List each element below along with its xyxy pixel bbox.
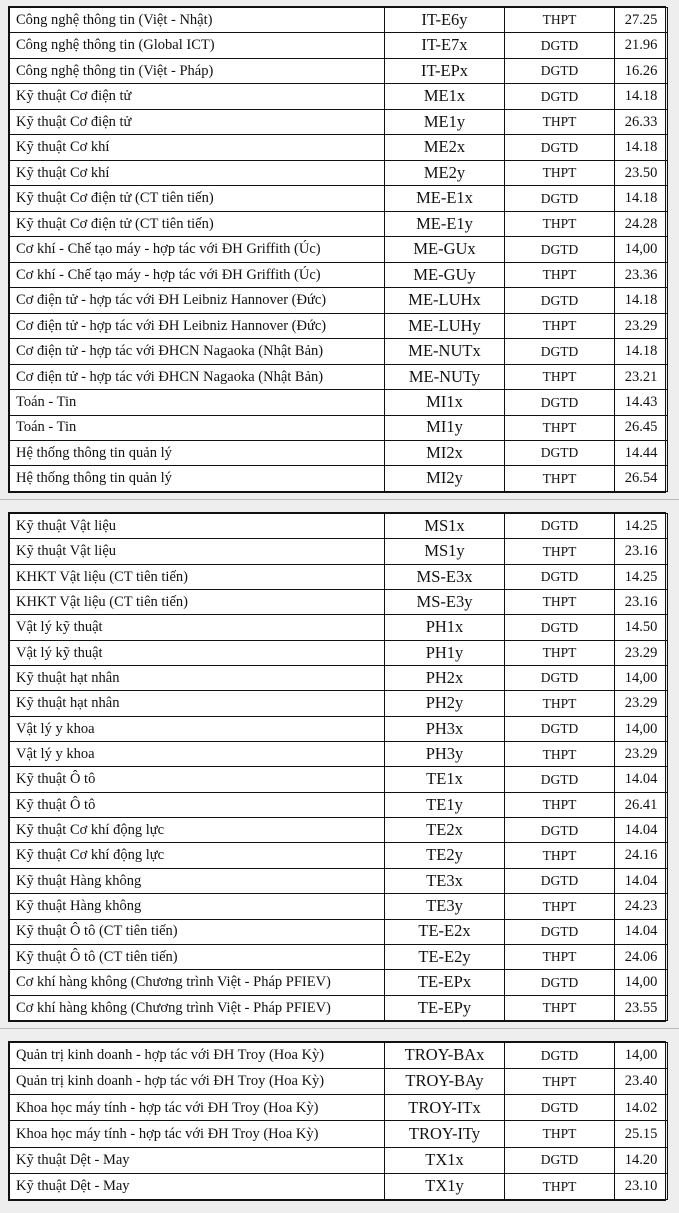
table-row [10,186,668,211]
table-row [10,514,668,539]
program-code: PH1y [385,640,505,665]
exam-type: DGTD [505,1043,615,1069]
table-row [10,109,668,134]
exam-type: THPT [505,539,615,564]
program-code: TROY-ITx [385,1095,505,1121]
program-code: ME-NUTx [385,339,505,364]
program-name: Kỹ thuật Cơ khí [10,160,385,185]
program-code: TE3x [385,868,505,893]
exam-type: THPT [505,894,615,919]
table-row [10,1043,668,1069]
score-table [9,513,668,1021]
cutoff-score: 23.36 [615,262,668,287]
program-code: TROY-ITy [385,1121,505,1147]
cutoff-score: 23.29 [615,640,668,665]
program-code: ME-E1y [385,211,505,236]
table-row [10,84,668,109]
exam-type: THPT [505,995,615,1020]
program-name: Kỹ thuật Ô tô [10,792,385,817]
exam-type: DGTD [505,615,615,640]
table-row [10,262,668,287]
exam-type: DGTD [505,84,615,109]
table-row [10,564,668,589]
table-row [10,440,668,465]
exam-type: DGTD [505,818,615,843]
exam-type: DGTD [505,970,615,995]
table-row [10,390,668,415]
exam-type: THPT [505,944,615,969]
cutoff-score: 14.18 [615,339,668,364]
program-name: Kỹ thuật Dệt - May [10,1147,385,1173]
table-row [10,818,668,843]
program-code: PH2x [385,666,505,691]
program-name: Kỹ thuật Ô tô (CT tiên tiến) [10,944,385,969]
cutoff-score: 14,00 [615,666,668,691]
program-code: ME-GUy [385,262,505,287]
table-row [10,944,668,969]
cutoff-score: 14.18 [615,186,668,211]
program-name: Kỹ thuật Cơ khí động lực [10,818,385,843]
exam-type: THPT [505,1173,615,1199]
program-code: ME-GUx [385,237,505,262]
program-name: Cơ khí hàng không (Chương trình Việt - Pháp PFIEV) [10,995,385,1020]
program-code: MS-E3y [385,590,505,615]
cutoff-score: 23.29 [615,313,668,338]
table-row [10,868,668,893]
program-name: Cơ điện tử - hợp tác với ĐH Leibniz Hannover (Đức) [10,288,385,313]
cutoff-score: 24.16 [615,843,668,868]
program-code: TE1x [385,767,505,792]
table-row [10,894,668,919]
exam-type: THPT [505,8,615,33]
cutoff-score: 14.18 [615,288,668,313]
exam-type: DGTD [505,868,615,893]
program-name: Kỹ thuật Ô tô (CT tiên tiến) [10,919,385,944]
score-table-1 [8,6,666,493]
cutoff-score: 14.04 [615,919,668,944]
table-row [10,415,668,440]
program-name: Kỹ thuật Hàng không [10,894,385,919]
exam-type: THPT [505,415,615,440]
cutoff-score: 23.29 [615,742,668,767]
program-name: Kỹ thuật Dệt - May [10,1173,385,1199]
table-row [10,995,668,1020]
program-code: IT-EPx [385,58,505,83]
cutoff-score: 14,00 [615,1043,668,1069]
score-table-2 [8,512,666,1022]
exam-type: THPT [505,640,615,665]
cutoff-score: 26.41 [615,792,668,817]
cutoff-score: 14.02 [615,1095,668,1121]
cutoff-score: 26.54 [615,466,668,492]
exam-type: DGTD [505,135,615,160]
program-name: Cơ điện tử - hợp tác với ĐHCN Nagaoka (Nhật Bản) [10,364,385,389]
program-code: MS1y [385,539,505,564]
table-row [10,339,668,364]
cutoff-score: 14.04 [615,818,668,843]
table-row [10,970,668,995]
exam-type: DGTD [505,440,615,465]
exam-type: THPT [505,1069,615,1095]
table-row [10,742,668,767]
program-code: PH3x [385,716,505,741]
program-code: TE-E2y [385,944,505,969]
program-name: Kỹ thuật Cơ điện tử [10,109,385,134]
exam-type: THPT [505,843,615,868]
exam-type: THPT [505,590,615,615]
exam-type: DGTD [505,716,615,741]
exam-type: DGTD [505,514,615,539]
exam-type: THPT [505,313,615,338]
cutoff-score: 23.40 [615,1069,668,1095]
exam-type: DGTD [505,58,615,83]
program-name: Toán - Tin [10,415,385,440]
program-code: MS-E3x [385,564,505,589]
exam-type: DGTD [505,390,615,415]
exam-type: THPT [505,109,615,134]
table-row [10,919,668,944]
program-code: IT-E6y [385,8,505,33]
program-name: Vật lý kỹ thuật [10,615,385,640]
exam-type: DGTD [505,564,615,589]
program-name: Cơ khí hàng không (Chương trình Việt - Pháp PFIEV) [10,970,385,995]
table-row [10,58,668,83]
table-row [10,364,668,389]
table-row [10,1069,668,1095]
cutoff-score: 24.23 [615,894,668,919]
table-row [10,466,668,492]
program-name: Kỹ thuật Vật liệu [10,539,385,564]
exam-type: THPT [505,792,615,817]
program-code: TX1y [385,1173,505,1199]
table-row [10,1121,668,1147]
program-code: IT-E7x [385,33,505,58]
program-code: ME-LUHy [385,313,505,338]
program-code: MI1x [385,390,505,415]
program-name: Cơ điện tử - hợp tác với ĐH Leibniz Hannover (Đức) [10,313,385,338]
program-name: Kỹ thuật Ô tô [10,767,385,792]
page-edge [0,499,679,500]
exam-type: DGTD [505,919,615,944]
exam-type: THPT [505,466,615,492]
exam-type: DGTD [505,237,615,262]
exam-type: DGTD [505,666,615,691]
cutoff-score: 14.44 [615,440,668,465]
cutoff-score: 14.25 [615,564,668,589]
cutoff-score: 26.45 [615,415,668,440]
exam-type: DGTD [505,33,615,58]
exam-type: THPT [505,262,615,287]
table-row [10,135,668,160]
program-code: TE-EPx [385,970,505,995]
table-row [10,640,668,665]
table-row [10,8,668,33]
program-code: TX1x [385,1147,505,1173]
program-name: Hệ thống thông tin quản lý [10,440,385,465]
cutoff-score: 23.21 [615,364,668,389]
cutoff-score: 14.25 [615,514,668,539]
exam-type: DGTD [505,767,615,792]
program-code: PH1x [385,615,505,640]
table-row [10,767,668,792]
program-code: ME2y [385,160,505,185]
cutoff-score: 14.18 [615,84,668,109]
program-code: MI2y [385,466,505,492]
program-name: KHKT Vật liệu (CT tiên tiến) [10,590,385,615]
program-code: TE3y [385,894,505,919]
table-row [10,211,668,236]
program-name: Công nghệ thông tin (Việt - Pháp) [10,58,385,83]
program-name: Toán - Tin [10,390,385,415]
program-name: Kỹ thuật hạt nhân [10,691,385,716]
cutoff-score: 14,00 [615,970,668,995]
table-row [10,160,668,185]
program-name: Khoa học máy tính - hợp tác với ĐH Troy (Hoa Kỳ) [10,1121,385,1147]
program-code: TROY-BAx [385,1043,505,1069]
cutoff-score: 14.04 [615,868,668,893]
table-row [10,590,668,615]
program-name: Kỹ thuật Cơ điện tử [10,84,385,109]
cutoff-score: 26.33 [615,109,668,134]
table-row [10,237,668,262]
program-name: Vật lý y khoa [10,742,385,767]
exam-type: DGTD [505,1095,615,1121]
cutoff-score: 14,00 [615,237,668,262]
program-name: Kỹ thuật Cơ khí động lực [10,843,385,868]
cutoff-score: 14,00 [615,716,668,741]
table-row [10,615,668,640]
program-name: Kỹ thuật Cơ khí [10,135,385,160]
cutoff-score: 21.96 [615,33,668,58]
score-table-3 [8,1041,666,1201]
cutoff-score: 14.43 [615,390,668,415]
table-row [10,539,668,564]
table-row [10,1173,668,1199]
program-code: MI1y [385,415,505,440]
table-row [10,313,668,338]
page-edge [0,1028,679,1029]
program-code: PH3y [385,742,505,767]
program-name: Kỹ thuật hạt nhân [10,666,385,691]
program-name: Kỹ thuật Vật liệu [10,514,385,539]
program-name: Kỹ thuật Cơ điện tử (CT tiên tiến) [10,186,385,211]
program-name: Kỹ thuật Cơ điện tử (CT tiên tiến) [10,211,385,236]
table-row [10,716,668,741]
program-name: Cơ khí - Chế tạo máy - hợp tác với ĐH Griffith (Úc) [10,237,385,262]
program-name: Cơ điện tử - hợp tác với ĐHCN Nagaoka (Nhật Bản) [10,339,385,364]
program-code: TE-EPy [385,995,505,1020]
program-code: ME-LUHx [385,288,505,313]
table-row [10,33,668,58]
table-row [10,843,668,868]
program-code: ME2x [385,135,505,160]
program-code: MI2x [385,440,505,465]
program-code: MS1x [385,514,505,539]
exam-type: THPT [505,1121,615,1147]
cutoff-score: 23.16 [615,590,668,615]
table-row [10,1147,668,1173]
program-code: TE1y [385,792,505,817]
exam-type: DGTD [505,186,615,211]
exam-type: THPT [505,742,615,767]
cutoff-score: 27.25 [615,8,668,33]
program-code: TE2x [385,818,505,843]
program-name: Khoa học máy tính - hợp tác với ĐH Troy (Hoa Kỳ) [10,1095,385,1121]
cutoff-score: 14.04 [615,767,668,792]
exam-type: DGTD [505,1147,615,1173]
cutoff-score: 24.28 [615,211,668,236]
program-name: Kỹ thuật Hàng không [10,868,385,893]
table-row [10,691,668,716]
table-row [10,1095,668,1121]
score-table [9,1042,668,1200]
program-code: ME-NUTy [385,364,505,389]
table-row [10,792,668,817]
score-table [9,7,668,492]
cutoff-score: 23.55 [615,995,668,1020]
cutoff-score: 14.20 [615,1147,668,1173]
table-row [10,288,668,313]
exam-type: THPT [505,211,615,236]
program-name: Quản trị kinh doanh - hợp tác với ĐH Troy (Hoa Kỳ) [10,1043,385,1069]
program-code: TROY-BAy [385,1069,505,1095]
exam-type: THPT [505,160,615,185]
cutoff-score: 23.16 [615,539,668,564]
cutoff-score: 25.15 [615,1121,668,1147]
program-name: Vật lý y khoa [10,716,385,741]
program-name: Công nghệ thông tin (Global ICT) [10,33,385,58]
program-code: TE2y [385,843,505,868]
program-name: Cơ khí - Chế tạo máy - hợp tác với ĐH Griffith (Úc) [10,262,385,287]
program-name: Vật lý kỹ thuật [10,640,385,665]
program-code: TE-E2x [385,919,505,944]
program-name: Hệ thống thông tin quản lý [10,466,385,492]
program-name: Quản trị kinh doanh - hợp tác với ĐH Troy (Hoa Kỳ) [10,1069,385,1095]
program-code: ME1y [385,109,505,134]
program-code: ME1x [385,84,505,109]
cutoff-score: 14.50 [615,615,668,640]
program-code: PH2y [385,691,505,716]
program-name: Công nghệ thông tin (Việt - Nhật) [10,8,385,33]
cutoff-score: 23.10 [615,1173,668,1199]
exam-type: THPT [505,691,615,716]
exam-type: DGTD [505,339,615,364]
cutoff-score: 14.18 [615,135,668,160]
cutoff-score: 16.26 [615,58,668,83]
table-row [10,666,668,691]
exam-type: DGTD [505,288,615,313]
exam-type: THPT [505,364,615,389]
program-code: ME-E1x [385,186,505,211]
cutoff-score: 24.06 [615,944,668,969]
program-name: KHKT Vật liệu (CT tiên tiến) [10,564,385,589]
cutoff-score: 23.29 [615,691,668,716]
cutoff-score: 23.50 [615,160,668,185]
